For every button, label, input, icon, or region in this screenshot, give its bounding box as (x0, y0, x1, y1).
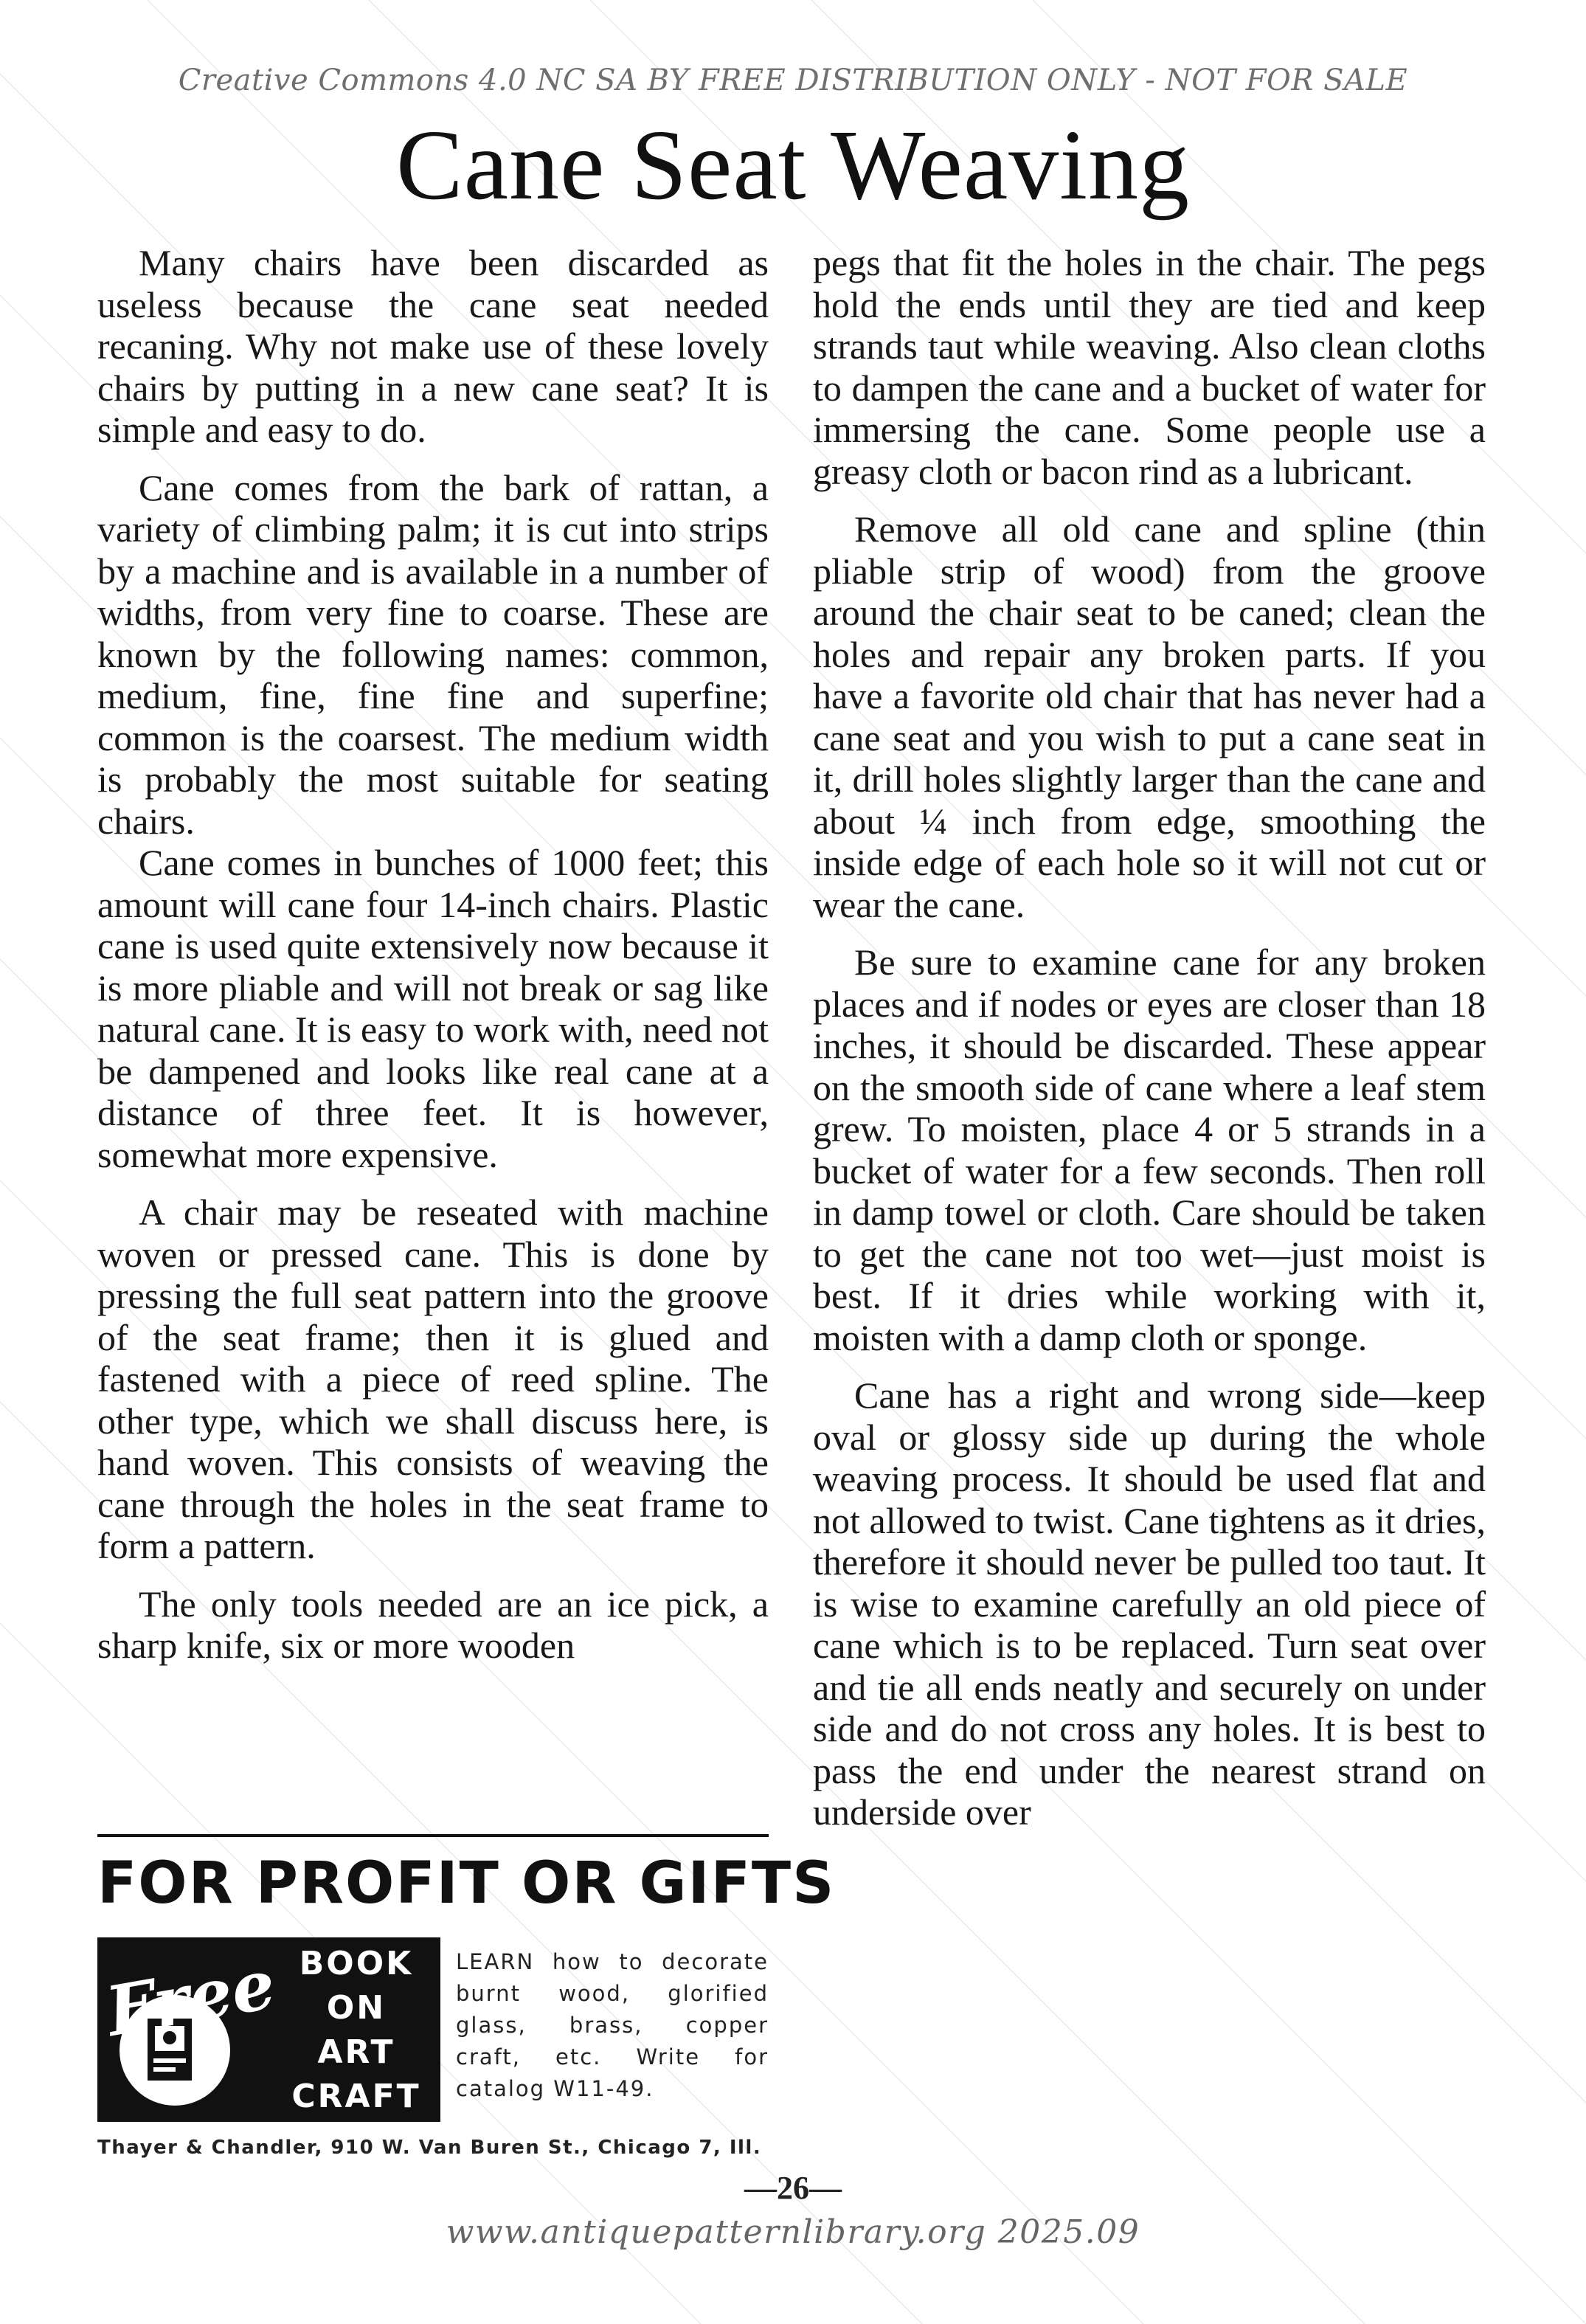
paragraph: A chair may be reseated with machine woven or pressed cane. This is done by pressing the full seat pattern into the groove of the seat frame; then it is glued and fastened with a piece of reed spline. The other type, which we shall discuss here, is hand woven. This consists of weaving the cane through the holes in the seat frame to form a pattern. (97, 1192, 769, 1566)
badge-words (279, 1942, 434, 2119)
badge-word: ART (317, 2033, 395, 2071)
ad-description: LEARN how to decorate burnt wood, glorified glass, brass, copper craft, etc. Write for catalog W11-49. (456, 1949, 769, 2101)
ad-headline: FOR PROFIT OR GIFTS (97, 1850, 836, 1917)
footer-url: www.antiquepatternlibrary.org 2025.09 (446, 2213, 1140, 2251)
paragraph: Be sure to examine cane for any broken places and if nodes or eyes are closer than 18 inches, it should be discarded. These appear on the smooth side of cane where a leaf stem grew. To moisten, place 4 or 5 strands in a bucket of water for a few seconds. Then roll in damp towel or cloth. Care should be taken to get the cane not too wet—just moist is best. If it dries while working with it, moisten with a damp cloth or sponge. (813, 941, 1486, 1358)
page-title: Cane Seat Weaving (395, 110, 1191, 221)
badge-word: BOOK (299, 1945, 414, 1982)
paragraph: Remove all old cane and spline (thin pliable strip of wood) from the groove around the chair seat to be caned; clean the holes and repair any broken parts. If you have a favorite old chair that has never had a cane seat and you wish to put a cane seat in it, drill holes slightly larger than the cane and about ¼ inch from edge, smoothing the inside edge of each hole so it will not cut or wear the cane. (813, 508, 1486, 925)
ad-address: Thayer & Chandler, 910 W. Van Buren St., Chicago 7, Ill. (97, 2137, 762, 2159)
badge-word: CRAFT (291, 2078, 421, 2115)
ad-body-row (97, 1937, 769, 2122)
paragraph: Cane comes from the bark of rattan, a variety of climbing palm; it is cut into strips by a machine and is available in a number of widths, from very fine to coarse. These are known by the following names: common, medium, fine, fine fine and superfine; common is the coarsest. The medium width is probably the most suitable for seating chairs. (97, 466, 769, 842)
paragraph: Cane comes in bunches of 1000 feet; this amount will cane four 14-inch chairs. Plastic cane is used quite extensively now because it is more pliable and will not break or sag like natural cane. It is easy to work with, need not be dampened and looks like real cane at a distance of three feet. It is however, somewhat more expensive. (97, 842, 769, 1175)
paragraph: Cane has a right and wrong side—keep oval or glossy side up during the whole weaving process. It should be used flat and not allowed to twist. Cane tightens as it dries, therefore it should never be pulled too taut. It is wise to examine carefully an old piece of cane which is to be replaced. Turn seat over and tie all ends neatly and securely on under side and do not cross any holes. It is best to pass the end under the nearest strand on underside over (813, 1374, 1486, 1833)
license-notice: Creative Commons 4.0 NC SA BY FREE DISTRIBUTION ONLY - NOT FOR SALE (178, 63, 1408, 97)
left-text-column (97, 242, 769, 1667)
paragraph: Many chairs have been discarded as useless because the cane seat needed recaning. Why not make use of these lovely chairs by putting in a new cane seat? It is simple and easy to do. (97, 242, 769, 450)
advertisement (97, 1834, 836, 2159)
paragraph: The only tools needed are an ice pick, a sharp knife, six or more wooden (97, 1583, 769, 1666)
page-number: —26— (744, 2170, 842, 2206)
badge-word: ON (326, 1989, 387, 2027)
free-book-badge (97, 1937, 440, 2122)
divider (97, 1834, 769, 1837)
paragraph: pegs that fit the holes in the chair. The pegs hold the ends until they are tied and keep strands taut while weaving. Also clean cloths to dampen the cane and a bucket of water for immersing the cane. Some people use a greasy cloth or bacon rind as a lubricant. (813, 242, 1486, 492)
free-script-text: Free (100, 1943, 281, 2052)
right-text-column (813, 242, 1486, 1833)
